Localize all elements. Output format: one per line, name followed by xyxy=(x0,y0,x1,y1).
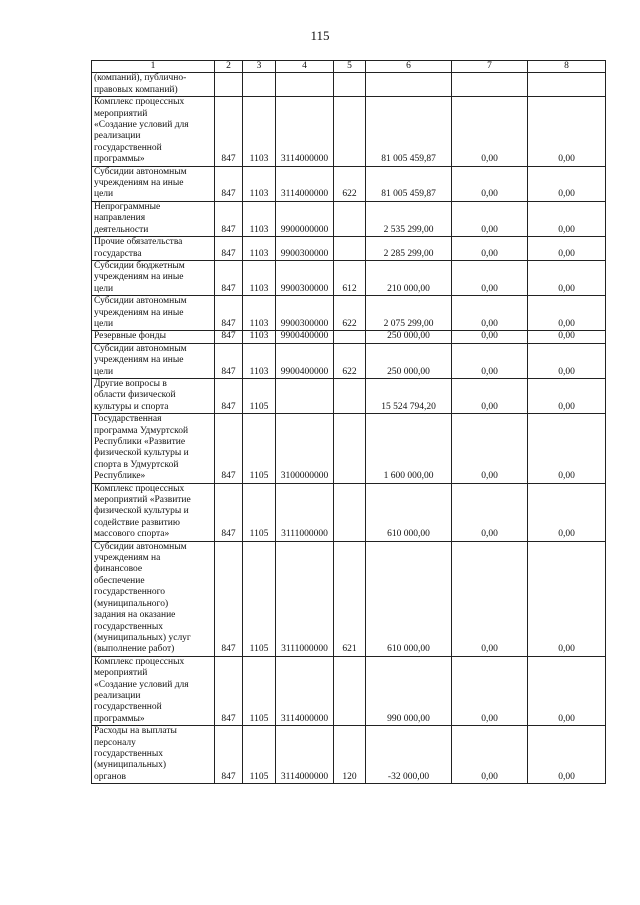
row-target-code: 9900300000 xyxy=(276,296,334,331)
table-row xyxy=(92,483,606,541)
row-expense-type: 622 xyxy=(334,343,366,378)
row-amount: 610 000,00 xyxy=(366,483,452,541)
row-col7: 0,00 xyxy=(452,483,528,541)
row-section-code xyxy=(243,73,276,97)
row-expense-type: 622 xyxy=(334,296,366,331)
row-name: Резервные фонды xyxy=(92,331,215,343)
row-section-code: 1105 xyxy=(243,541,276,656)
row-expense-type xyxy=(334,201,366,236)
page-number: 115 xyxy=(310,28,330,43)
row-expense-type xyxy=(334,414,366,483)
row-amount: 990 000,00 xyxy=(366,656,452,725)
table-row xyxy=(92,73,606,97)
row-section-code: 1103 xyxy=(243,260,276,295)
row-admin-code: 847 xyxy=(215,656,243,725)
row-name: Государственная программа Удмуртской Республики «Развитие физической культуры и спорта в Удмуртской Республике» xyxy=(92,414,215,483)
row-target-code: 3114000000 xyxy=(276,656,334,725)
row-section-code: 1103 xyxy=(243,296,276,331)
row-amount: 250 000,00 xyxy=(366,331,452,343)
row-admin-code: 847 xyxy=(215,541,243,656)
row-col8 xyxy=(528,73,606,97)
row-col8: 0,00 xyxy=(528,331,606,343)
col-header-1: 1 xyxy=(92,61,215,73)
row-expense-type xyxy=(334,97,366,166)
row-target-code: 9900400000 xyxy=(276,343,334,378)
row-amount: 210 000,00 xyxy=(366,260,452,295)
table-row xyxy=(92,237,606,261)
col-header-6: 6 xyxy=(366,61,452,73)
row-expense-type: 120 xyxy=(334,726,366,784)
col-header-2: 2 xyxy=(215,61,243,73)
row-col8: 0,00 xyxy=(528,726,606,784)
row-col8: 0,00 xyxy=(528,201,606,236)
row-target-code: 9900000000 xyxy=(276,201,334,236)
row-amount: 81 005 459,87 xyxy=(366,97,452,166)
row-name: Расходы на выплаты персоналу государственных (муниципальных) органов xyxy=(92,726,215,784)
row-amount: 81 005 459,87 xyxy=(366,166,452,201)
table-row xyxy=(92,656,606,725)
row-expense-type xyxy=(334,483,366,541)
row-name: Комплекс процессных мероприятий «Создание условий для реализации государственной программы» xyxy=(92,97,215,166)
row-expense-type xyxy=(334,73,366,97)
table-body xyxy=(92,73,606,784)
row-expense-type xyxy=(334,237,366,261)
row-section-code: 1105 xyxy=(243,378,276,413)
row-col8: 0,00 xyxy=(528,260,606,295)
row-admin-code: 847 xyxy=(215,97,243,166)
row-section-code: 1103 xyxy=(243,331,276,343)
row-name: Субсидии автономным учреждениям на иные цели xyxy=(92,343,215,378)
row-admin-code: 847 xyxy=(215,331,243,343)
row-col7: 0,00 xyxy=(452,166,528,201)
row-col7: 0,00 xyxy=(452,201,528,236)
table-row xyxy=(92,331,606,343)
row-expense-type: 622 xyxy=(334,166,366,201)
row-target-code: 3111000000 xyxy=(276,483,334,541)
table-row xyxy=(92,201,606,236)
col-header-4: 4 xyxy=(276,61,334,73)
row-name: (компаний), публично- правовых компаний) xyxy=(92,73,215,97)
row-admin-code xyxy=(215,73,243,97)
row-expense-type xyxy=(334,331,366,343)
row-section-code: 1103 xyxy=(243,97,276,166)
row-col8: 0,00 xyxy=(528,296,606,331)
col-header-5: 5 xyxy=(334,61,366,73)
row-amount: 2 285 299,00 xyxy=(366,237,452,261)
budget-table xyxy=(91,60,606,784)
row-col8: 0,00 xyxy=(528,166,606,201)
row-amount: -32 000,00 xyxy=(366,726,452,784)
row-admin-code: 847 xyxy=(215,414,243,483)
table-row xyxy=(92,97,606,166)
table-row xyxy=(92,541,606,656)
row-name: Субсидии автономным учреждениям на иные цели xyxy=(92,296,215,331)
table-row xyxy=(92,726,606,784)
row-section-code: 1103 xyxy=(243,166,276,201)
row-col8: 0,00 xyxy=(528,656,606,725)
row-amount: 610 000,00 xyxy=(366,541,452,656)
row-amount: 2 535 299,00 xyxy=(366,201,452,236)
table-row xyxy=(92,260,606,295)
row-amount: 15 524 794,20 xyxy=(366,378,452,413)
row-target-code: 3114000000 xyxy=(276,726,334,784)
row-section-code: 1103 xyxy=(243,201,276,236)
row-col8: 0,00 xyxy=(528,97,606,166)
row-admin-code: 847 xyxy=(215,166,243,201)
row-amount: 2 075 299,00 xyxy=(366,296,452,331)
row-expense-type xyxy=(334,378,366,413)
row-admin-code: 847 xyxy=(215,260,243,295)
row-section-code: 1105 xyxy=(243,726,276,784)
row-admin-code: 847 xyxy=(215,296,243,331)
table-row xyxy=(92,378,606,413)
col-header-8: 8 xyxy=(528,61,606,73)
row-admin-code: 847 xyxy=(215,378,243,413)
row-amount xyxy=(366,73,452,97)
row-target-code: 9900400000 xyxy=(276,331,334,343)
row-col7: 0,00 xyxy=(452,260,528,295)
row-col8: 0,00 xyxy=(528,483,606,541)
row-section-code: 1103 xyxy=(243,343,276,378)
row-col7: 0,00 xyxy=(452,343,528,378)
row-admin-code: 847 xyxy=(215,237,243,261)
table-row xyxy=(92,414,606,483)
row-name: Субсидии бюджетным учреждениям на иные цели xyxy=(92,260,215,295)
row-name: Другие вопросы в области физической культуры и спорта xyxy=(92,378,215,413)
row-col7: 0,00 xyxy=(452,97,528,166)
col-header-7: 7 xyxy=(452,61,528,73)
row-target-code: 9900300000 xyxy=(276,237,334,261)
row-section-code: 1105 xyxy=(243,414,276,483)
row-name: Субсидии автономным учреждениям на иные цели xyxy=(92,166,215,201)
row-col7: 0,00 xyxy=(452,414,528,483)
row-col7: 0,00 xyxy=(452,331,528,343)
row-col7: 0,00 xyxy=(452,726,528,784)
row-col7: 0,00 xyxy=(452,656,528,725)
row-amount: 1 600 000,00 xyxy=(366,414,452,483)
row-col7: 0,00 xyxy=(452,378,528,413)
row-target-code: 3114000000 xyxy=(276,97,334,166)
row-col7 xyxy=(452,73,528,97)
row-admin-code: 847 xyxy=(215,343,243,378)
row-col7: 0,00 xyxy=(452,541,528,656)
row-target-code: 3111000000 xyxy=(276,541,334,656)
row-col8: 0,00 xyxy=(528,541,606,656)
row-expense-type xyxy=(334,656,366,725)
row-expense-type: 612 xyxy=(334,260,366,295)
row-admin-code: 847 xyxy=(215,201,243,236)
row-col8: 0,00 xyxy=(528,378,606,413)
row-admin-code: 847 xyxy=(215,726,243,784)
row-expense-type: 621 xyxy=(334,541,366,656)
row-name: Комплекс процессных мероприятий «Развитие физической культуры и содействие развитию массового спорта» xyxy=(92,483,215,541)
row-target-code: 3100000000 xyxy=(276,414,334,483)
row-target-code: 3114000000 xyxy=(276,166,334,201)
row-admin-code: 847 xyxy=(215,483,243,541)
row-name: Комплекс процессных мероприятий «Создание условий для реализации государственной программы» xyxy=(92,656,215,725)
row-section-code: 1105 xyxy=(243,656,276,725)
table-row xyxy=(92,166,606,201)
table-row xyxy=(92,296,606,331)
row-name: Прочие обязательства государства xyxy=(92,237,215,261)
row-col7: 0,00 xyxy=(452,237,528,261)
row-target-code xyxy=(276,378,334,413)
table-row xyxy=(92,343,606,378)
row-target-code: 9900300000 xyxy=(276,260,334,295)
col-header-3: 3 xyxy=(243,61,276,73)
row-col8: 0,00 xyxy=(528,237,606,261)
row-target-code xyxy=(276,73,334,97)
row-amount: 250 000,00 xyxy=(366,343,452,378)
row-col7: 0,00 xyxy=(452,296,528,331)
row-name: Субсидии автономным учреждениям на финансовое обеспечение государственного (муниципального) задания на оказание государственных (муниципальных) услуг (выполнение работ) xyxy=(92,541,215,656)
row-section-code: 1103 xyxy=(243,237,276,261)
row-col8: 0,00 xyxy=(528,343,606,378)
row-col8: 0,00 xyxy=(528,414,606,483)
row-section-code: 1105 xyxy=(243,483,276,541)
header-row xyxy=(92,61,606,73)
row-name: Непрограммные направления деятельности xyxy=(92,201,215,236)
